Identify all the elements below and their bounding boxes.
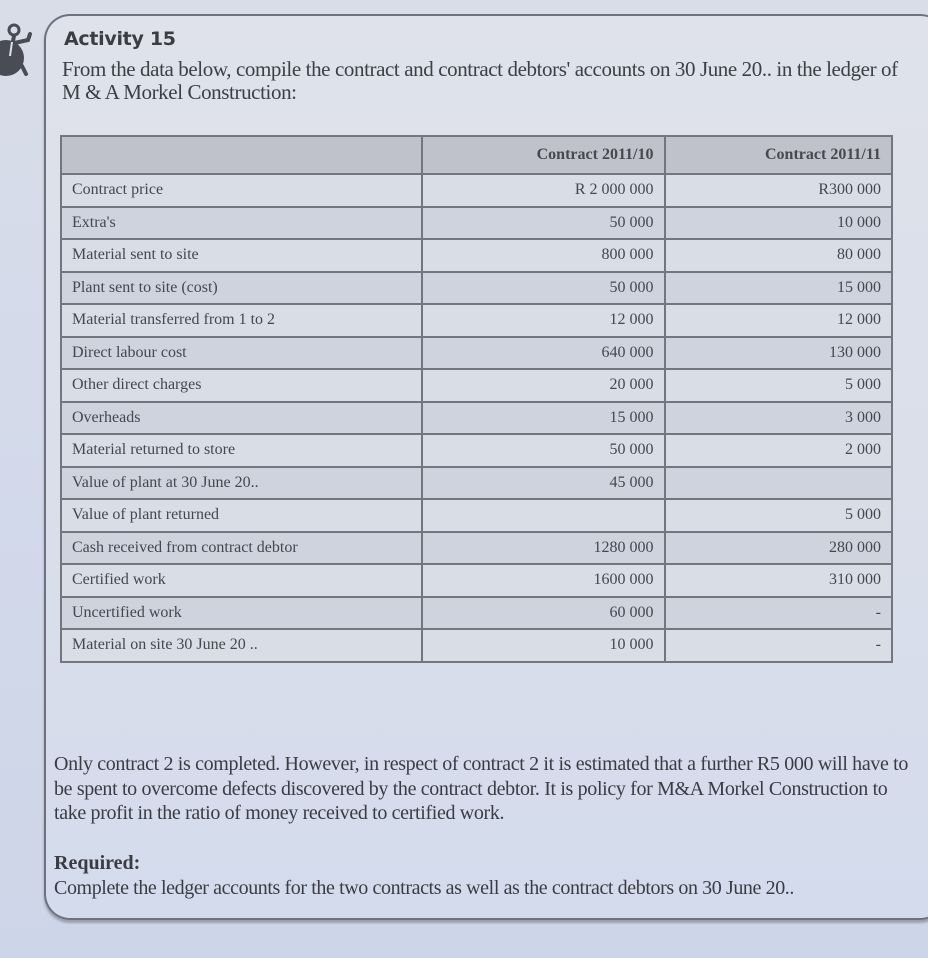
row-label: Extra's <box>61 207 422 240</box>
table-row <box>61 597 892 630</box>
table-row <box>61 369 892 402</box>
required-heading: Required: <box>54 852 141 874</box>
table-row <box>61 402 892 435</box>
contract-2-value: 2 000 <box>665 434 893 467</box>
contract-1-value: 60 000 <box>422 597 664 630</box>
header-contract-2011-11: Contract 2011/11 <box>665 136 893 174</box>
contract-1-value: 1280 000 <box>422 532 664 565</box>
table-row <box>61 564 892 597</box>
contract-1-value: 50 000 <box>422 434 664 467</box>
contract-1-value: 15 000 <box>422 402 664 435</box>
contract-1-value: 45 000 <box>422 467 664 500</box>
row-label: Material returned to store <box>61 434 422 467</box>
row-label: Contract price <box>61 174 422 207</box>
contract-1-value: 1600 000 <box>422 564 664 597</box>
contract-2-value: 130 000 <box>665 337 893 370</box>
row-label: Plant sent to site (cost) <box>61 272 422 305</box>
header-blank <box>61 136 422 174</box>
contract-2-value: 80 000 <box>665 239 893 272</box>
row-label: Other direct charges <box>61 369 422 402</box>
contract-2-value: 5 000 <box>665 499 893 532</box>
required-text: Complete the ledger accounts for the two contracts as well as the contract debtors on 30 June 20.. <box>54 877 795 899</box>
contract-2-value: 12 000 <box>665 304 893 337</box>
table-row <box>61 434 892 467</box>
row-label: Material on site 30 June 20 .. <box>61 629 422 662</box>
contract-note: Only contract 2 is completed. However, in respect of contract 2 it is estimated that a further R5 000 will have to be spent to overcome defects discovered by the contract debtor. It is policy for M&A Morkel Construction to take profit in the ratio of money received to certified work. <box>54 753 909 824</box>
contract-2-value: 5 000 <box>665 369 893 402</box>
activity-intro: From the data below, compile the contract and contract debtors' accounts on 30 June 20.. in the ledger of M & A Morkel Construction: <box>62 57 898 104</box>
contract-2-value: 280 000 <box>665 532 893 565</box>
table-row <box>61 499 892 532</box>
contract-1-value: 50 000 <box>422 272 664 305</box>
row-label: Material transferred from 1 to 2 <box>61 304 422 337</box>
table-row <box>61 239 892 272</box>
contract-2-value <box>665 467 893 500</box>
contract-1-value: 640 000 <box>422 337 664 370</box>
row-label: Value of plant returned <box>61 499 422 532</box>
row-label: Value of plant at 30 June 20.. <box>61 467 422 500</box>
contract-1-value: 800 000 <box>422 239 664 272</box>
contract-2-value: - <box>665 597 893 630</box>
row-label: Direct labour cost <box>61 337 422 370</box>
contract-1-value <box>422 499 664 532</box>
row-label: Overheads <box>61 402 422 435</box>
table-row <box>61 532 892 565</box>
contract-2-value: 15 000 <box>665 272 893 305</box>
row-label: Uncertified work <box>61 597 422 630</box>
row-label: Material sent to site <box>61 239 422 272</box>
contract-1-value: 10 000 <box>422 629 664 662</box>
table-header-row <box>61 136 892 174</box>
contract-2-value: R300 000 <box>665 174 893 207</box>
contract-2-value: - <box>665 629 893 662</box>
row-label: Certified work <box>61 564 422 597</box>
contract-1-value: 12 000 <box>422 304 664 337</box>
contract-1-value: 50 000 <box>422 207 664 240</box>
running-figure-icon <box>0 22 44 82</box>
table-row <box>61 467 892 500</box>
row-label: Cash received from contract debtor <box>61 532 422 565</box>
table-row <box>61 629 892 662</box>
contract-2-value: 3 000 <box>665 402 893 435</box>
table-row <box>61 337 892 370</box>
activity-title: Activity 15 <box>64 28 176 50</box>
table-row <box>61 174 892 207</box>
table-row <box>61 207 892 240</box>
contract-2-value: 310 000 <box>665 564 893 597</box>
contract-1-value: R 2 000 000 <box>422 174 664 207</box>
contract-1-value: 20 000 <box>422 369 664 402</box>
table-row <box>61 272 892 305</box>
contract-2-value: 10 000 <box>665 207 893 240</box>
header-contract-2011-10: Contract 2011/10 <box>422 136 664 174</box>
table-row <box>61 304 892 337</box>
contract-data-table <box>60 135 893 663</box>
